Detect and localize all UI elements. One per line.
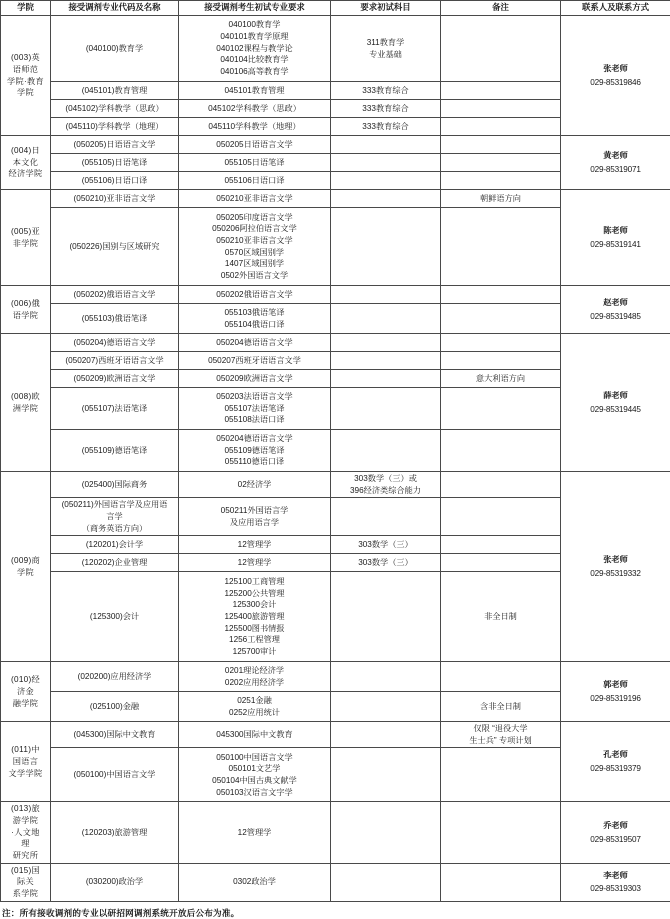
- remark-cell: [441, 472, 561, 498]
- remark-cell: [441, 430, 561, 472]
- exam-major-requirement-cell: 12管理学: [179, 536, 331, 554]
- contact-cell: [561, 662, 670, 722]
- table-row: [1, 136, 670, 154]
- major-code-name-cell: (120202)企业管理: [51, 554, 179, 572]
- required-subjects-cell: [331, 304, 441, 334]
- required-subjects-cell: 303数学（三）: [331, 554, 441, 572]
- remark-cell: [441, 388, 561, 430]
- required-subjects-cell: 333教育综合: [331, 118, 441, 136]
- major-code-name-cell: (120201)会计学: [51, 536, 179, 554]
- exam-major-requirement-cell: 050204德语语言文学: [179, 334, 331, 352]
- required-subjects-cell: 333教育综合: [331, 100, 441, 118]
- contact-name: 黄老师: [562, 150, 669, 162]
- required-subjects-cell: [331, 208, 441, 286]
- remark-cell: [441, 748, 561, 802]
- table-body: [1, 16, 670, 902]
- major-code-name-cell: (025400)国际商务: [51, 472, 179, 498]
- major-code-name-cell: (045110)学科教学（地理）: [51, 118, 179, 136]
- contact-cell: [561, 863, 670, 901]
- exam-major-requirement-cell: 0251金融 0252应用统计: [179, 692, 331, 722]
- exam-major-requirement-cell: 050209欧洲语言文学: [179, 370, 331, 388]
- major-code-name-cell: (050226)国别与区域研究: [51, 208, 179, 286]
- table-row: [1, 334, 670, 352]
- required-subjects-cell: [331, 748, 441, 802]
- exam-major-requirement-cell: 045110学科教学（地理）: [179, 118, 331, 136]
- table-header: [1, 1, 670, 16]
- exam-major-requirement-cell: 055106日语口译: [179, 172, 331, 190]
- required-subjects-cell: [331, 286, 441, 304]
- table-row: [1, 190, 670, 208]
- major-code-name-cell: (045300)国际中文教育: [51, 722, 179, 748]
- table-header-row: [1, 1, 670, 16]
- college-name-cell: (013)旅 游学院 ·人文地 理 研究所: [1, 802, 51, 863]
- major-code-name-cell: (045102)学科教学（思政）: [51, 100, 179, 118]
- contact-phone: 029-85319846: [562, 77, 669, 89]
- remark-cell: [441, 662, 561, 692]
- major-code-name-cell: (055103)俄语笔译: [51, 304, 179, 334]
- required-subjects-cell: [331, 154, 441, 172]
- table-row: [1, 286, 670, 304]
- major-code-name-cell: (055106)日语口译: [51, 172, 179, 190]
- remark-cell: [441, 172, 561, 190]
- required-subjects-cell: 303数学（三）或 396经济类综合能力: [331, 472, 441, 498]
- contact-phone: 029-85319379: [562, 763, 669, 775]
- major-code-name-cell: (050204)德语语言文学: [51, 334, 179, 352]
- contact-name: 薛老师: [562, 390, 669, 402]
- exam-major-requirement-cell: 050202俄语语言文学: [179, 286, 331, 304]
- contact-name: 张老师: [562, 63, 669, 75]
- exam-major-requirement-cell: 0201理论经济学 0202应用经济学: [179, 662, 331, 692]
- exam-major-requirement-cell: 050203法语语言文学 055107法语笔译 055108法语口译: [179, 388, 331, 430]
- contact-name: 乔老师: [562, 820, 669, 832]
- required-subjects-cell: [331, 863, 441, 901]
- contact-name: 赵老师: [562, 297, 669, 309]
- major-code-name-cell: (050100)中国语言文学: [51, 748, 179, 802]
- contact-phone: 029-85319445: [562, 404, 669, 416]
- exam-major-requirement-cell: 12管理学: [179, 802, 331, 863]
- remark-cell: [441, 352, 561, 370]
- table-row: [1, 16, 670, 82]
- remark-cell: [441, 863, 561, 901]
- major-code-name-cell: (055109)德语笔译: [51, 430, 179, 472]
- remark-cell: 仅限 “退役大学 生士兵” 专项计划: [441, 722, 561, 748]
- major-code-name-cell: (025100)金融: [51, 692, 179, 722]
- required-subjects-cell: 333教育综合: [331, 82, 441, 100]
- major-code-name-cell: (020200)应用经济学: [51, 662, 179, 692]
- contact-name: 陈老师: [562, 225, 669, 237]
- footer-note: 注：所有接收调剂的专业以研招网调剂系统开放后公布为准。: [0, 902, 670, 919]
- major-code-name-cell: (030200)政治学: [51, 863, 179, 901]
- exam-major-requirement-cell: 055105日语笔译: [179, 154, 331, 172]
- exam-major-requirement-cell: 125100工商管理 125200公共管理 125300会计 125400旅游管理 125500图书情报 1256工程管理 125700审计: [179, 572, 331, 662]
- required-subjects-cell: [331, 172, 441, 190]
- contact-cell: [561, 16, 670, 136]
- required-subjects-cell: [331, 572, 441, 662]
- exam-major-requirement-cell: 055103俄语笔译 055104俄语口译: [179, 304, 331, 334]
- table-row: [1, 662, 670, 692]
- major-code-name-cell: (045101)教育管理: [51, 82, 179, 100]
- remark-cell: [441, 304, 561, 334]
- table-row: [1, 722, 670, 748]
- major-code-name-cell: (050209)欧洲语言文学: [51, 370, 179, 388]
- major-code-name-cell: (050202)俄语语言文学: [51, 286, 179, 304]
- exam-major-requirement-cell: 02经济学: [179, 472, 331, 498]
- column-header-exam-major-requirement: 接受调剂考生初试专业要求: [179, 1, 331, 16]
- major-code-name-cell: (055105)日语笔译: [51, 154, 179, 172]
- exam-major-requirement-cell: 040100教育学 040101教育学原理 040102课程与教学论 040104比较教育学 040106高等教育学: [179, 16, 331, 82]
- contact-phone: 029-85319485: [562, 311, 669, 323]
- required-subjects-cell: [331, 498, 441, 536]
- remark-cell: 朝鲜语方向: [441, 190, 561, 208]
- exam-major-requirement-cell: 050210亚非语言文学: [179, 190, 331, 208]
- contact-phone: 029-85319332: [562, 568, 669, 580]
- column-header-college: 学院: [1, 1, 51, 16]
- exam-major-requirement-cell: 050204德语语言文学 055109德语笔译 055110德语口译: [179, 430, 331, 472]
- major-code-name-cell: (125300)会计: [51, 572, 179, 662]
- major-code-name-cell: (050211)外国语言学及应用语 言学 （商务英语方向）: [51, 498, 179, 536]
- contact-cell: [561, 722, 670, 802]
- required-subjects-cell: [331, 334, 441, 352]
- college-name-cell: (004)日 本文化 经济学院: [1, 136, 51, 190]
- remark-cell: [441, 154, 561, 172]
- remark-cell: [441, 82, 561, 100]
- exam-major-requirement-cell: 050207西班牙语语言文学: [179, 352, 331, 370]
- contact-cell: [561, 286, 670, 334]
- exam-major-requirement-cell: 050100中国语言文学 050101文艺学 050104中国古典文献学 050103汉语言文字学: [179, 748, 331, 802]
- contact-cell: [561, 472, 670, 662]
- major-code-name-cell: (050205)日语语言文学: [51, 136, 179, 154]
- table-row: [1, 472, 670, 498]
- college-name-cell: (008)欧 洲学院: [1, 334, 51, 472]
- contact-phone: 029-85319141: [562, 239, 669, 251]
- remark-cell: [441, 334, 561, 352]
- remark-cell: [441, 554, 561, 572]
- required-subjects-cell: [331, 430, 441, 472]
- required-subjects-cell: [331, 388, 441, 430]
- contact-name: 郭老师: [562, 679, 669, 691]
- college-name-cell: (015)国 际关 系学院: [1, 863, 51, 901]
- contact-phone: 029-85319507: [562, 834, 669, 846]
- remark-cell: [441, 498, 561, 536]
- required-subjects-cell: [331, 722, 441, 748]
- remark-cell: [441, 118, 561, 136]
- college-name-cell: (006)俄 语学院: [1, 286, 51, 334]
- contact-name: 张老师: [562, 554, 669, 566]
- exam-major-requirement-cell: 045102学科教学（思政）: [179, 100, 331, 118]
- college-name-cell: (010)经 济金 融学院: [1, 662, 51, 722]
- exam-major-requirement-cell: 050211外国语言学 及应用语言学: [179, 498, 331, 536]
- major-code-name-cell: (050210)亚非语言文学: [51, 190, 179, 208]
- required-subjects-cell: [331, 692, 441, 722]
- column-header-required-subjects: 要求初试科目: [331, 1, 441, 16]
- remark-cell: [441, 100, 561, 118]
- college-name-cell: (011)中 国语言 文学学院: [1, 722, 51, 802]
- contact-cell: [561, 136, 670, 190]
- major-code-name-cell: (050207)西班牙语语言文学: [51, 352, 179, 370]
- table-row: [1, 863, 670, 901]
- exam-major-requirement-cell: 045300国际中文教育: [179, 722, 331, 748]
- college-name-cell: (009)商 学院: [1, 472, 51, 662]
- contact-phone: 029-85319196: [562, 693, 669, 705]
- required-subjects-cell: [331, 370, 441, 388]
- contact-name: 孔老师: [562, 749, 669, 761]
- contact-cell: [561, 334, 670, 472]
- contact-phone: 029-85319303: [562, 883, 669, 895]
- contact-name: 李老师: [562, 870, 669, 882]
- remark-cell: [441, 286, 561, 304]
- required-subjects-cell: 311教育学 专业基础: [331, 16, 441, 82]
- column-header-major-code-name: 接受调剂专业代码及名称: [51, 1, 179, 16]
- required-subjects-cell: [331, 662, 441, 692]
- remark-cell: [441, 208, 561, 286]
- remark-cell: [441, 16, 561, 82]
- contact-cell: [561, 190, 670, 286]
- exam-major-requirement-cell: 12管理学: [179, 554, 331, 572]
- column-header-contact: 联系人及联系方式: [561, 1, 670, 16]
- major-code-name-cell: (040100)教育学: [51, 16, 179, 82]
- remark-cell: 含非全日制: [441, 692, 561, 722]
- exam-major-requirement-cell: 0302政治学: [179, 863, 331, 901]
- contact-phone: 029-85319071: [562, 164, 669, 176]
- major-code-name-cell: (120203)旅游管理: [51, 802, 179, 863]
- remark-cell: [441, 136, 561, 154]
- required-subjects-cell: [331, 190, 441, 208]
- college-name-cell: (003)英 语师范 学院·教育 学院: [1, 16, 51, 136]
- exam-major-requirement-cell: 050205日语语言文学: [179, 136, 331, 154]
- remark-cell: [441, 536, 561, 554]
- remark-cell: 意大利语方向: [441, 370, 561, 388]
- remark-cell: 非全日制: [441, 572, 561, 662]
- exam-major-requirement-cell: 045101教育管理: [179, 82, 331, 100]
- required-subjects-cell: 303数学（三）: [331, 536, 441, 554]
- required-subjects-cell: [331, 352, 441, 370]
- college-name-cell: (005)亚 非学院: [1, 190, 51, 286]
- exam-major-requirement-cell: 050205印度语言文学 050206阿拉伯语言文学 050210亚非语言文学 0570区域国别学 1407区域国别学 0502外国语言文学: [179, 208, 331, 286]
- required-subjects-cell: [331, 136, 441, 154]
- major-code-name-cell: (055107)法语笔译: [51, 388, 179, 430]
- column-header-remark: 备注: [441, 1, 561, 16]
